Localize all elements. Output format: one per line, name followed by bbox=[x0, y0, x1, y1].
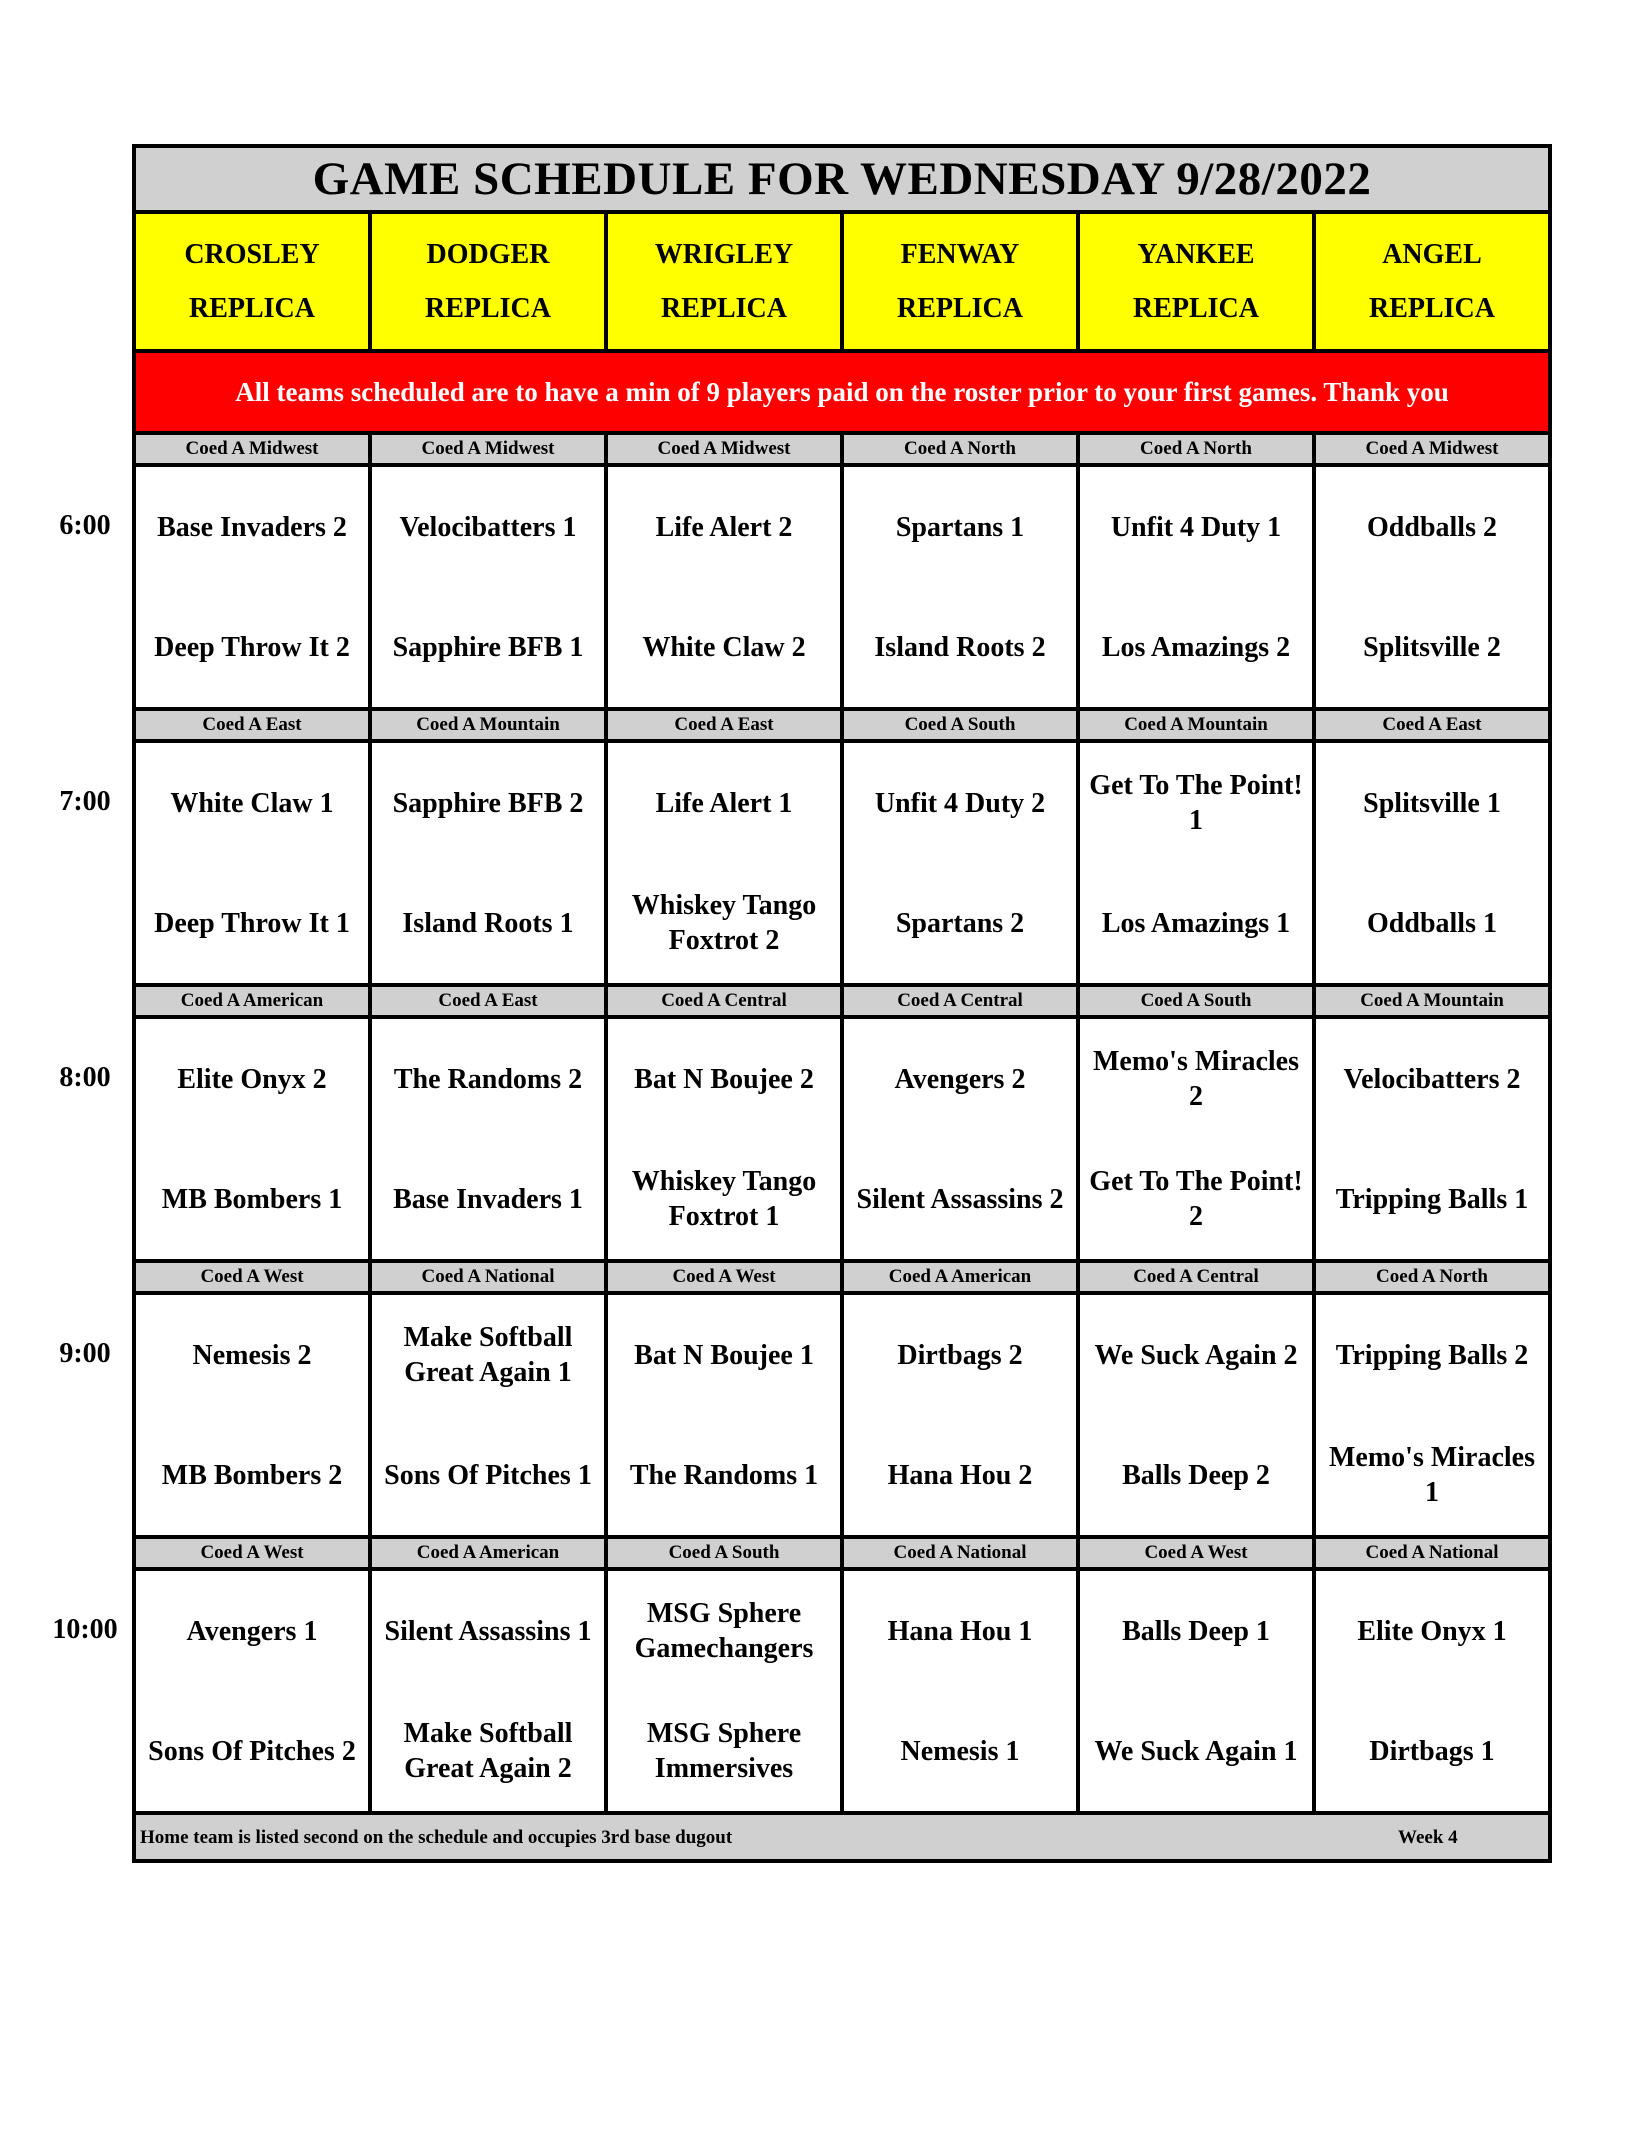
game-cell bbox=[134, 1569, 370, 1813]
matchup bbox=[136, 467, 368, 707]
time-label: 6:00 bbox=[59, 510, 111, 541]
game-cell bbox=[1078, 1293, 1314, 1537]
matchup bbox=[372, 1295, 604, 1535]
game-cell bbox=[370, 465, 606, 709]
away-team: Velocibatters 2 bbox=[1343, 1063, 1521, 1095]
game-cell bbox=[606, 1293, 842, 1537]
away-team: Avengers 2 bbox=[894, 1063, 1026, 1095]
home-team: Whiskey Tango Foxtrot 2 bbox=[631, 890, 817, 956]
schedule-table bbox=[132, 144, 1552, 1863]
home-team: Dirtbags 1 bbox=[1369, 1735, 1495, 1767]
field-header-dodger bbox=[370, 212, 606, 351]
time-column bbox=[40, 0, 130, 2133]
division-label: Coed A National bbox=[842, 1537, 1078, 1569]
matchup bbox=[372, 1019, 604, 1259]
home-team: MSG Sphere Immersives bbox=[646, 1718, 802, 1784]
away-team: Bat N Boujee 2 bbox=[634, 1063, 814, 1095]
away-team: Base Invaders 2 bbox=[157, 511, 347, 543]
division-label: Coed A East bbox=[370, 985, 606, 1017]
home-team: Hana Hou 2 bbox=[887, 1459, 1033, 1491]
away-team: Dirtbags 2 bbox=[897, 1339, 1023, 1371]
division-label: Coed A North bbox=[1314, 1261, 1550, 1293]
home-team: Deep Throw It 2 bbox=[154, 631, 350, 663]
field-name: CROSLEY bbox=[184, 238, 320, 270]
division-label: Coed A Mountain bbox=[1078, 709, 1314, 741]
matchup bbox=[1316, 743, 1548, 983]
field-subtitle: REPLICA bbox=[1368, 292, 1495, 324]
matchup bbox=[372, 467, 604, 707]
matchup bbox=[1080, 1295, 1312, 1535]
field-name: DODGER bbox=[426, 238, 550, 270]
game-row bbox=[134, 465, 1550, 709]
game-cell bbox=[606, 465, 842, 709]
home-team: Whiskey Tango Foxtrot 1 bbox=[631, 1166, 817, 1232]
away-team: Elite Onyx 2 bbox=[177, 1063, 327, 1095]
footer-bar bbox=[134, 1813, 1550, 1861]
game-row bbox=[134, 741, 1550, 985]
division-label: Coed A East bbox=[1314, 709, 1550, 741]
away-team: MSG Sphere Gamechangers bbox=[634, 1598, 814, 1664]
away-team: Silent Assassins 1 bbox=[384, 1615, 592, 1647]
game-cell bbox=[1314, 1569, 1550, 1813]
division-label: Coed A West bbox=[1078, 1537, 1314, 1569]
division-row bbox=[134, 985, 1550, 1017]
division-label: Coed A Midwest bbox=[370, 433, 606, 465]
home-team: Base Invaders 1 bbox=[393, 1183, 583, 1215]
matchup bbox=[1316, 1295, 1548, 1535]
game-cell bbox=[370, 1017, 606, 1261]
home-team: Balls Deep 2 bbox=[1122, 1459, 1270, 1491]
game-row bbox=[134, 1569, 1550, 1813]
division-label: Coed A South bbox=[1078, 985, 1314, 1017]
field-subtitle: REPLICA bbox=[660, 292, 787, 324]
matchup bbox=[136, 1019, 368, 1259]
home-team: Spartans 2 bbox=[895, 907, 1025, 939]
matchup bbox=[608, 1295, 840, 1535]
home-team: Splitsville 2 bbox=[1363, 631, 1501, 663]
division-label: Coed A American bbox=[134, 985, 370, 1017]
matchup bbox=[844, 1571, 1076, 1811]
matchup bbox=[608, 467, 840, 707]
division-label: Coed A West bbox=[134, 1537, 370, 1569]
game-row bbox=[134, 1017, 1550, 1261]
game-cell bbox=[606, 1569, 842, 1813]
matchup bbox=[844, 467, 1076, 707]
matchup bbox=[608, 1019, 840, 1259]
game-cell bbox=[134, 1293, 370, 1537]
division-label: Coed A West bbox=[606, 1261, 842, 1293]
home-team: White Claw 2 bbox=[642, 631, 806, 663]
field-header-fenway bbox=[842, 212, 1078, 351]
division-label: Coed A Midwest bbox=[1314, 433, 1550, 465]
schedule-sheet bbox=[132, 144, 1548, 1899]
away-team: Balls Deep 1 bbox=[1122, 1615, 1270, 1647]
matchup bbox=[608, 1571, 840, 1811]
division-label: Coed A West bbox=[134, 1261, 370, 1293]
home-team-note: Home team is listed second on the schedule and occupies 3rd base dugout bbox=[140, 1827, 733, 1848]
matchup bbox=[136, 1295, 368, 1535]
time-label: 8:00 bbox=[59, 1062, 111, 1093]
division-label: Coed A American bbox=[842, 1261, 1078, 1293]
away-team: Oddballs 2 bbox=[1367, 511, 1497, 543]
matchup bbox=[1316, 467, 1548, 707]
home-team: MB Bombers 1 bbox=[161, 1183, 343, 1215]
game-cell bbox=[1314, 465, 1550, 709]
home-team: Island Roots 2 bbox=[874, 631, 1046, 663]
field-name: YANKEE bbox=[1137, 238, 1255, 270]
division-row bbox=[134, 709, 1550, 741]
division-row bbox=[134, 433, 1550, 465]
game-row bbox=[134, 1293, 1550, 1537]
matchup bbox=[844, 1019, 1076, 1259]
home-team: Oddballs 1 bbox=[1367, 907, 1497, 939]
matchup bbox=[372, 743, 604, 983]
home-team: Los Amazings 1 bbox=[1101, 907, 1291, 939]
game-cell bbox=[1314, 1293, 1550, 1537]
matchup bbox=[1080, 467, 1312, 707]
game-cell bbox=[1314, 741, 1550, 985]
field-header-wrigley bbox=[606, 212, 842, 351]
matchup bbox=[608, 743, 840, 983]
game-cell bbox=[606, 741, 842, 985]
matchup bbox=[1080, 743, 1312, 983]
home-team: Get To The Point! 2 bbox=[1089, 1166, 1303, 1232]
away-team: Avengers 1 bbox=[186, 1615, 318, 1647]
away-team: Get To The Point! 1 bbox=[1089, 770, 1303, 836]
away-team: The Randoms 2 bbox=[393, 1063, 583, 1095]
week-label: Week 4 bbox=[1398, 1827, 1458, 1848]
away-team: Tripping Balls 2 bbox=[1335, 1339, 1529, 1371]
division-label: Coed A Mountain bbox=[1314, 985, 1550, 1017]
away-team: We Suck Again 2 bbox=[1094, 1339, 1298, 1371]
division-label: Coed A North bbox=[1078, 433, 1314, 465]
matchup bbox=[1316, 1571, 1548, 1811]
division-label: Coed A Central bbox=[606, 985, 842, 1017]
away-team: Spartans 1 bbox=[895, 511, 1025, 543]
away-team: Unfit 4 Duty 2 bbox=[874, 787, 1046, 819]
home-team: Sapphire BFB 1 bbox=[392, 631, 584, 663]
division-row bbox=[134, 1261, 1550, 1293]
game-cell bbox=[842, 1293, 1078, 1537]
field-name: WRIGLEY bbox=[654, 238, 794, 270]
field-header-row bbox=[134, 212, 1550, 351]
game-cell bbox=[842, 1017, 1078, 1261]
home-team: Deep Throw It 1 bbox=[154, 907, 350, 939]
matchup bbox=[1080, 1019, 1312, 1259]
matchup bbox=[136, 1571, 368, 1811]
away-team: Sapphire BFB 2 bbox=[392, 787, 584, 819]
home-team: Tripping Balls 1 bbox=[1335, 1183, 1529, 1215]
game-cell bbox=[1078, 465, 1314, 709]
away-team: Hana Hou 1 bbox=[887, 1615, 1033, 1647]
division-label: Coed A National bbox=[1314, 1537, 1550, 1569]
division-label: Coed A National bbox=[370, 1261, 606, 1293]
home-team: Memo's Miracles 1 bbox=[1328, 1442, 1536, 1508]
field-header-angel bbox=[1314, 212, 1550, 351]
matchup bbox=[136, 743, 368, 983]
field-subtitle: REPLICA bbox=[188, 292, 315, 324]
field-subtitle: REPLICA bbox=[1132, 292, 1259, 324]
game-cell bbox=[606, 1017, 842, 1261]
time-label: 9:00 bbox=[59, 1338, 111, 1369]
away-team: White Claw 1 bbox=[170, 787, 334, 819]
game-cell bbox=[134, 465, 370, 709]
game-cell bbox=[370, 741, 606, 985]
field-subtitle: REPLICA bbox=[896, 292, 1023, 324]
division-label: Coed A East bbox=[606, 709, 842, 741]
division-label: Coed A Central bbox=[842, 985, 1078, 1017]
game-cell bbox=[842, 1569, 1078, 1813]
time-label: 10:00 bbox=[52, 1614, 118, 1645]
matchup bbox=[844, 1295, 1076, 1535]
matchup bbox=[372, 1571, 604, 1811]
away-team: Velocibatters 1 bbox=[399, 511, 577, 543]
game-cell bbox=[1078, 1017, 1314, 1261]
division-label: Coed A Midwest bbox=[134, 433, 370, 465]
division-label: Coed A American bbox=[370, 1537, 606, 1569]
division-label: Coed A East bbox=[134, 709, 370, 741]
away-team: Elite Onyx 1 bbox=[1357, 1615, 1507, 1647]
away-team: Life Alert 1 bbox=[655, 787, 793, 819]
home-team: Make Softball Great Again 2 bbox=[403, 1718, 573, 1784]
division-label: Coed A South bbox=[842, 709, 1078, 741]
division-label: Coed A Central bbox=[1078, 1261, 1314, 1293]
home-team: MB Bombers 2 bbox=[161, 1459, 343, 1491]
home-team: We Suck Again 1 bbox=[1094, 1735, 1298, 1767]
home-team: Silent Assassins 2 bbox=[856, 1183, 1064, 1215]
home-team: Nemesis 1 bbox=[900, 1735, 1020, 1767]
away-team: Unfit 4 Duty 1 bbox=[1110, 511, 1282, 543]
game-cell bbox=[134, 1017, 370, 1261]
game-cell bbox=[370, 1293, 606, 1537]
game-cell bbox=[1078, 741, 1314, 985]
away-team: Memo's Miracles 2 bbox=[1092, 1046, 1300, 1112]
division-label: Coed A Midwest bbox=[606, 433, 842, 465]
field-name: ANGEL bbox=[1382, 238, 1482, 270]
away-team: Bat N Boujee 1 bbox=[634, 1339, 814, 1371]
division-label: Coed A South bbox=[606, 1537, 842, 1569]
game-cell bbox=[1078, 1569, 1314, 1813]
division-row bbox=[134, 1537, 1550, 1569]
division-label: Coed A North bbox=[842, 433, 1078, 465]
field-subtitle: REPLICA bbox=[424, 292, 551, 324]
matchup bbox=[1316, 1019, 1548, 1259]
game-cell bbox=[842, 465, 1078, 709]
game-cell bbox=[1314, 1017, 1550, 1261]
away-team: Nemesis 2 bbox=[192, 1339, 312, 1371]
home-team: Sons Of Pitches 2 bbox=[148, 1735, 356, 1767]
home-team: Sons Of Pitches 1 bbox=[384, 1459, 592, 1491]
time-slots bbox=[134, 433, 1550, 1813]
division-label: Coed A Mountain bbox=[370, 709, 606, 741]
field-name: FENWAY bbox=[900, 238, 1020, 270]
game-cell bbox=[134, 741, 370, 985]
time-label: 7:00 bbox=[59, 786, 111, 817]
home-team: Los Amazings 2 bbox=[1101, 631, 1291, 663]
matchup bbox=[1080, 1571, 1312, 1811]
home-team: The Randoms 1 bbox=[629, 1459, 819, 1491]
home-team: Island Roots 1 bbox=[402, 907, 574, 939]
field-header-yankee bbox=[1078, 212, 1314, 351]
away-team: Life Alert 2 bbox=[655, 511, 793, 543]
field-header-crosley bbox=[134, 212, 370, 351]
away-team: Splitsville 1 bbox=[1363, 787, 1501, 819]
game-cell bbox=[370, 1569, 606, 1813]
page-title: GAME SCHEDULE FOR WEDNESDAY 9/28/2022 bbox=[134, 146, 1550, 212]
away-team: Make Softball Great Again 1 bbox=[403, 1322, 573, 1388]
matchup bbox=[844, 743, 1076, 983]
game-cell bbox=[842, 741, 1078, 985]
roster-notice: All teams scheduled are to have a min of 9 players paid on the roster prior to your first games. Thank you bbox=[134, 351, 1550, 433]
